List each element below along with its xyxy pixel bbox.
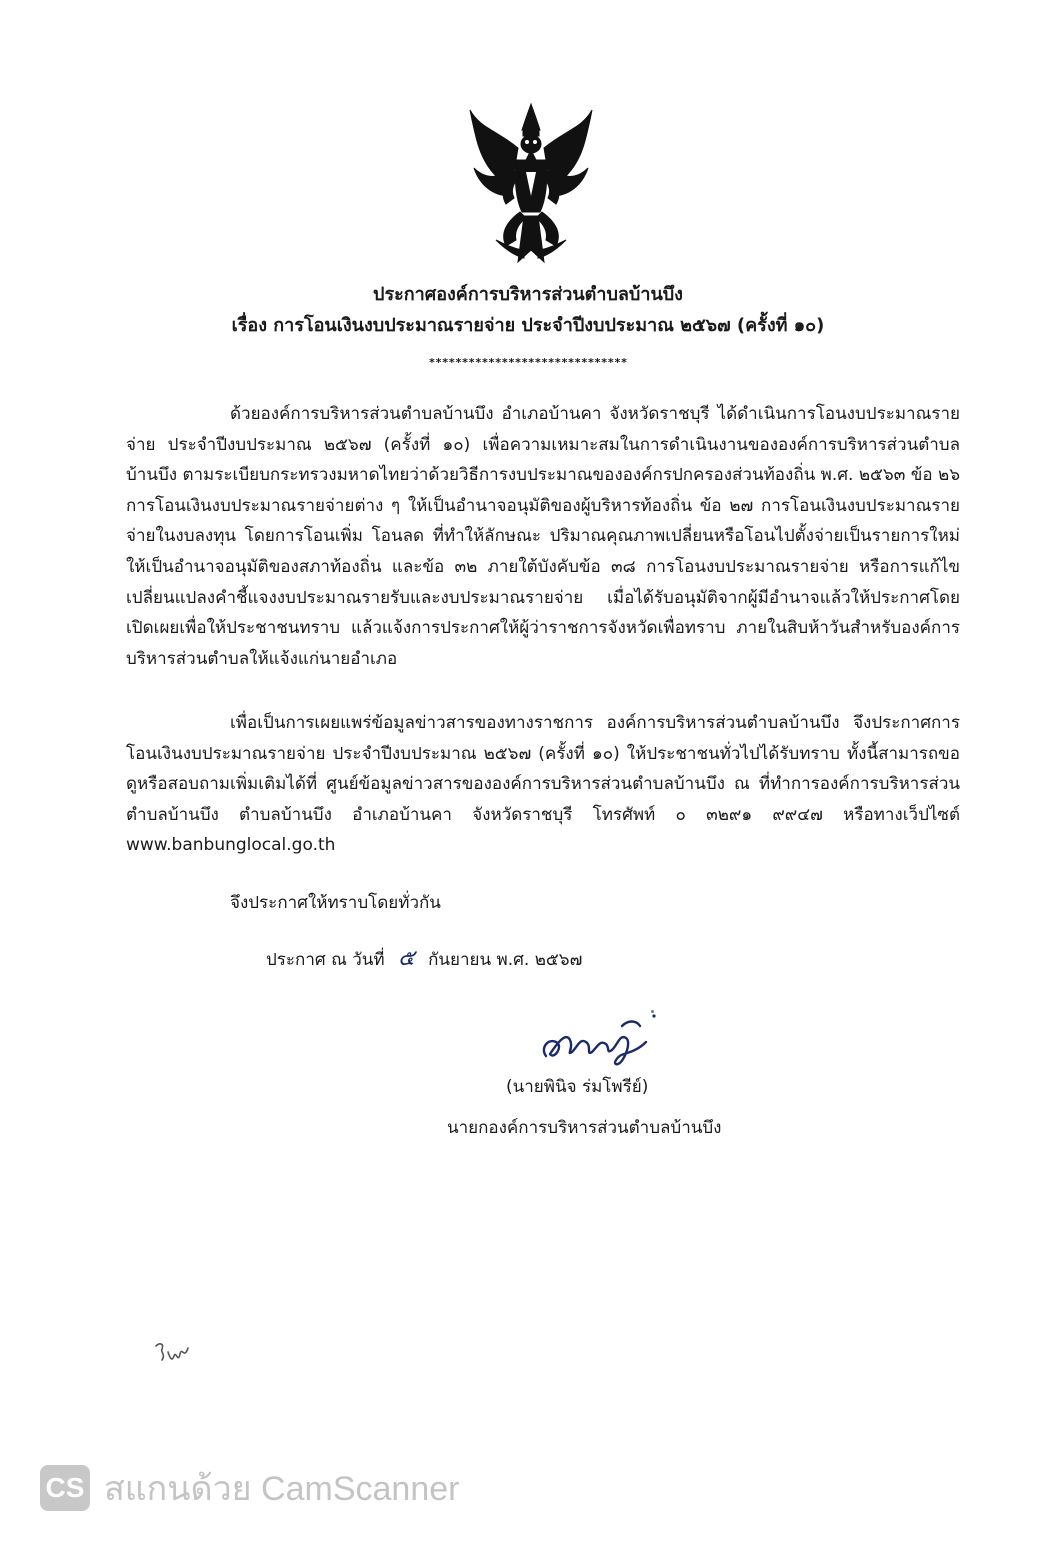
body-paragraph-1: ด้วยองค์การบริหารส่วนตำบลบ้านบึง อำเภอบ้านคา จังหวัดราชบุรี ได้ดำเนินการโอนงบประมาณรายจ่าย ประจำปีงบประมาณ ๒๕๖๗ (ครั้งที่ ๑๐) เพื่อความเหมาะสมในการดำเนินงานขององค์การบริหารส่วนตำบลบ้านบึง ตามระเบียบกระทรวงมหาดไทยว่าด้วยวิธีการงบประมาณขององค์กรปกครองส่วนท้องถิ่น พ.ศ. ๒๕๖๓ ข้อ ๒๖ การโอนเงินงบประมาณรายจ่ายต่าง ๆ ให้เป็นอำนาจอนุมัติของผู้บริหารท้องถิ่น ข้อ ๒๗ การโอนเงินงบประมาณรายจ่ายในงบลงทุน โดยการโอนเพิ่ม โอนลด ที่ทำให้ลักษณะ ปริมาณคุณภาพเปลี่ยนหรือโอนไปตั้งจ่ายเป็นรายการใหม่ ให้เป็นอำนาจอนุมัติของสภาท้องถิ่น และข้อ ๓๒ ภายใต้บังคับข้อ ๓๘ การโอนงบประมาณรายจ่าย หรือการแก้ไขเปลี่ยนแปลงคำชี้แจงงบประมาณรายรับและงบประมาณรายจ่าย เมื่อได้รับอนุมัติจากผู้มีอำนาจแล้วให้ประกาศโดยเปิดเผยเพื่อให้ประชาชนทราบ แล้วแจ้งการประกาศให้ผู้ว่าราชการจังหวัดเพื่อทราบ ภายในสิบห้าวันสำหรับองค์การบริหารส่วนตำบลให้แจ้งแก่นายอำเภอ [126, 404, 960, 669]
watermark-text: สแกนด้วย CamScanner [104, 1470, 460, 1508]
date-month-year: กันยายน พ.ศ. ๒๕๖๗ [428, 950, 583, 970]
garuda-emblem-icon [466, 100, 596, 266]
camscanner-logo-icon: CS [40, 1465, 90, 1511]
handwritten-mark-icon [152, 1336, 200, 1370]
announcement-title: ประกาศองค์การบริหารส่วนตำบลบ้านบึง [373, 284, 683, 305]
date-day-handwritten: ๕ [398, 946, 415, 971]
title-separator: ****************************** [428, 356, 628, 369]
closing-statement: จึงประกาศให้ทราบโดยทั่วกัน [230, 893, 441, 913]
signatory-name: (นายพินิจ ร่มโพรีย์) [506, 1077, 649, 1097]
date-prefix: ประกาศ ณ วันที่ [266, 950, 385, 970]
signatory-position: นายกองค์การบริหารส่วนตำบลบ้านบึง [447, 1118, 722, 1138]
camscanner-watermark [40, 1462, 459, 1514]
signature-icon [536, 1012, 662, 1068]
announcement-date [266, 947, 582, 972]
body-paragraph-2: เพื่อเป็นการเผยแพร่ข้อมูลข่าวสารของทางราชการ องค์การบริหารส่วนตำบลบ้านบึง จึงประกาศการโอนเงินงบประมาณรายจ่าย ประจำปีงบประมาณ ๒๕๖๗ (ครั้งที่ ๑๐) ให้ประชาชนทั่วไปได้รับทราบ ทั้งนี้สามารถขอดูหรือสอบถามเพิ่มเติมได้ที่ ศูนย์ข้อมูลข่าวสารขององค์การบริหารส่วนตำบลบ้านบึง ณ ที่ทำการองค์การบริหารส่วนตำบลบ้านบึง ตำบลบ้านบึง อำเภอบ้านคา จังหวัดราชบุรี โทรศัพท์ ๐ ๓๒๙๑ ๙๙๔๗ หรือทางเว็ปไซต์ www.banbunglocal.go.th [126, 713, 960, 856]
announcement-subject: เรื่อง การโอนเงินงบประมาณรายจ่าย ประจำปีงบประมาณ ๒๕๖๗ (ครั้งที่ ๑๐) [231, 315, 825, 336]
ink-speck [651, 1010, 654, 1013]
